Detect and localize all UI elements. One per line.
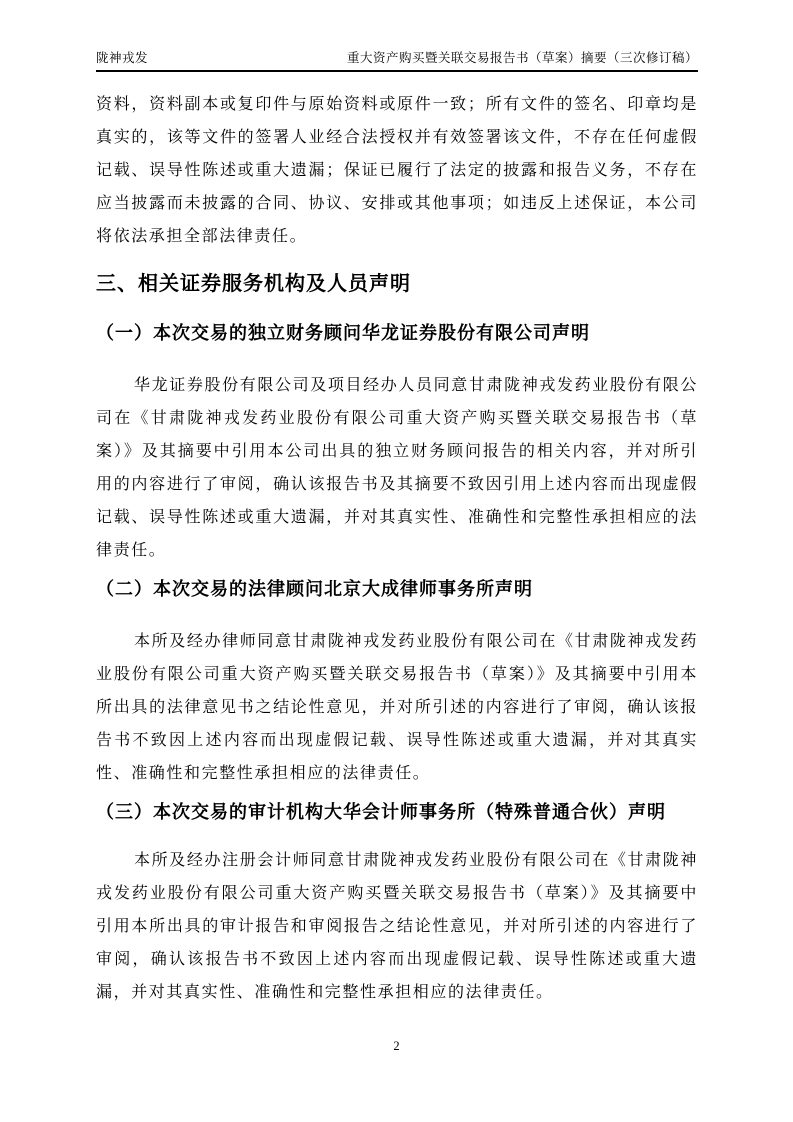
paragraph-legal-advisor-statement: 本所及经办律师同意甘肃陇神戎发药业股份有限公司在《甘肃陇神戎发药业股份有限公司重大资产购买暨关联交易报告书（草案）》及其摘要中引用本所出具的法律意见书之结论性意见，并对所引述的内容进行了审阅，确认该报告书不致因上述内容而出现虚假记载、误导性陈述或重大遗漏，并对其真实性、准确性和完整性承担相应的法律责任。 xyxy=(96,633,698,782)
header-company-short-name: 陇神戎发 xyxy=(96,51,149,65)
continuation-paragraph: 资料，资料副本或复印件与原始资料或原件一致；所有文件的签名、印章均是真实的，该等文件的签署人业经合法授权并有效签署该文件，不存在任何虚假记载、误导性陈述或重大遗漏；保证已履行了法定的披露和报告义务，不存在应当披露而未披露的合同、协议、安排或其他事项；如违反上述保证，本公司将依法承担全部法律责任。 xyxy=(96,96,698,245)
subsection-heading-audit-institution-statement: （三）本次交易的审计机构大华会计师事务所（特殊普通合伙）声明 xyxy=(96,802,666,822)
subsection-heading-legal-advisor-statement: （二）本次交易的法律顾问北京大成律师事务所声明 xyxy=(96,579,533,599)
section-heading-securities-service-institutions: 三、相关证券服务机构及人员声明 xyxy=(96,273,411,295)
header-document-title: 重大资产购买暨关联交易报告书（草案）摘要（三次修订稿） xyxy=(346,51,698,65)
page-header xyxy=(96,50,698,72)
page-number: 2 xyxy=(393,1039,400,1053)
page-content xyxy=(96,88,698,1009)
subsection-heading-financial-advisor-statement: （一）本次交易的独立财务顾问华龙证券股份有限公司声明 xyxy=(96,323,590,343)
paragraph-financial-advisor-statement: 华龙证券股份有限公司及项目经办人员同意甘肃陇神戎发药业股份有限公司在《甘肃陇神戎发药业股份有限公司重大资产购买暨关联交易报告书（草案）》及其摘要中引用本公司出具的独立财务顾问报告的相关内容，并对所引用的内容进行了审阅，确认该报告书及其摘要不致因引用上述内容而出现虚假记载、误导性陈述或重大遗漏，并对其真实性、准确性和完整性承担相应的法律责任。 xyxy=(96,377,698,559)
page-footer xyxy=(0,1038,793,1054)
paragraph-audit-institution-statement: 本所及经办注册会计师同意甘肃陇神戎发药业股份有限公司在《甘肃陇神戎发药业股份有限公司重大资产购买暨关联交易报告书（草案）》及其摘要中引用本所出具的审计报告和审阅报告之结论性意见，并对所引述的内容进行了审阅，确认该报告书不致因上述内容而出现虚假记载、误导性陈述或重大遗漏，并对其真实性、准确性和完整性承担相应的法律责任。 xyxy=(96,852,698,1001)
